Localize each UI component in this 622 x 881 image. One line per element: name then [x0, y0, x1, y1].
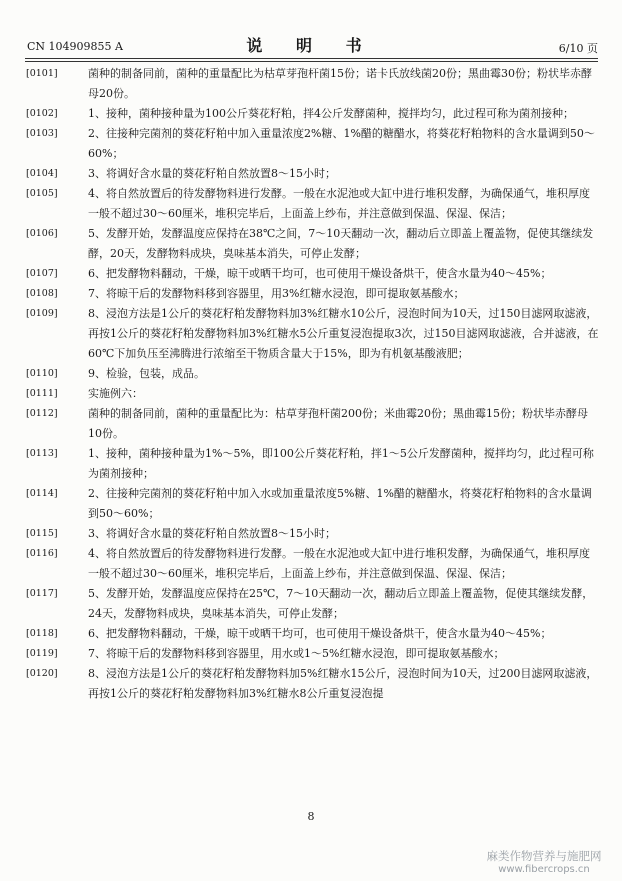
paragraph — [26, 544, 599, 584]
paragraph-text: 5、发酵开始，发酵温度应保持在25℃，7～10天翻动一次，翻动后立即盖上覆盖物，促使其继续发酵，24天，发酵物料成块，臭味基本消失，可停止发酵； — [88, 587, 594, 620]
paragraph — [26, 644, 599, 664]
paragraph — [26, 284, 599, 304]
paragraph-number: [0101] — [26, 68, 58, 79]
paragraph — [26, 64, 599, 104]
paragraph — [26, 404, 599, 444]
paragraph-number: [0112] — [26, 408, 58, 419]
paragraph — [26, 664, 599, 704]
paragraph-number: [0102] — [26, 108, 58, 119]
paragraph-number: [0114] — [26, 488, 58, 499]
header-rule-top — [25, 58, 598, 59]
paragraph — [26, 304, 599, 364]
publication-number: CN 104909855 A — [27, 40, 123, 53]
header-rule-bottom — [25, 61, 598, 62]
paragraph-text: 8、浸泡方法是1公斤的葵花籽粕发酵物料加3%红糖水10公斤，浸泡时间为10天，过150目滤网取滤液，再按1公斤的葵花籽粕发酵物料加3%红糖水5公斤重复浸泡提取3次，过150目滤网取滤液，合并滤液，在60℃下加负压至沸腾进行浓缩至干物质含量大于15%，即为有机氨基酸液肥； — [88, 307, 599, 360]
paragraph — [26, 444, 599, 484]
paragraph — [26, 584, 599, 624]
page-indicator: 6/10 页 — [558, 42, 598, 55]
paragraph-number: [0105] — [26, 188, 58, 199]
paragraph-number: [0118] — [26, 628, 58, 639]
paragraph-text: 5、发酵开始，发酵温度应保持在38℃之间，7～10天翻动一次，翻动后立即盖上覆盖物，促使其继续发酵，20天，发酵物料成块，臭味基本消失，可停止发酵； — [88, 227, 594, 260]
document-title: 说 明 书 — [246, 36, 376, 55]
paragraph-text: 8、浸泡方法是1公斤的葵花籽粕发酵物料加5%红糖水15公斤，浸泡时间为10天，过200目滤网取滤液，再按1公斤的葵花籽粕发酵物料加3%红糖水8公斤重复浸泡提 — [88, 667, 598, 700]
paragraph-text: 菌种的制备同前，菌种的重量配比为枯草芽孢杆菌15份；诺卡氏放线菌20份；黑曲霉30份；粉状毕赤酵母20份。 — [88, 67, 592, 100]
watermark-url: www.fibercrops.cn — [498, 864, 590, 875]
paragraph-number: [0108] — [26, 288, 58, 299]
paragraph — [26, 124, 599, 164]
paragraph-number: [0120] — [26, 668, 58, 679]
document-body — [26, 64, 599, 704]
paragraph — [26, 624, 599, 644]
site-watermark — [474, 849, 614, 876]
paragraph-number: [0104] — [26, 168, 58, 179]
paragraph — [26, 184, 599, 224]
paragraph — [26, 364, 599, 384]
paragraph-number: [0109] — [26, 308, 58, 319]
paragraph-text: 4、将自然放置后的待发酵物料进行发酵。一般在水泥池或大缸中进行堆积发酵，为确保通气，堆积厚度一般不超过30～60厘米，堆积完毕后，上面盖上纱布，并注意做到保温、保湿、保洁； — [88, 547, 590, 580]
paragraph-number: [0119] — [26, 648, 58, 659]
paragraph — [26, 224, 599, 264]
paragraph-text: 1、接种，菌种接种量为100公斤葵花籽粕，拌4公斤发酵菌种，搅拌均匀，此过程可称为菌剂接种； — [88, 107, 574, 120]
paragraph-text: 6、把发酵物料翻动，干燥，晾干或晒干均可，也可使用干燥设备烘干，使含水量为40～45%； — [88, 627, 552, 640]
paragraph-number: [0103] — [26, 128, 58, 139]
paragraph — [26, 164, 599, 184]
paragraph — [26, 104, 599, 124]
paragraph-text: 1、接种，菌种接种量为1%～5%，即100公斤葵花籽粕，拌1～5公斤发酵菌种，搅拌均匀，此过程可称为菌剂接种； — [88, 447, 594, 480]
watermark-site-name: 麻类作物营养与施肥网 — [486, 849, 602, 863]
paragraph-text: 2、往接种完菌剂的葵花籽粕中加入水或加重量浓度5%糖、1%醋的糖醋水，将葵花籽粕物料的含水量调到50～60%； — [88, 487, 592, 520]
page-number: 8 — [307, 810, 315, 823]
paragraph-number: [0107] — [26, 268, 58, 279]
paragraph-text: 菌种的制备同前，菌种的重量配比为：枯草芽孢杆菌200份；米曲霉20份；黑曲霉15份；粉状毕赤酵母10份。 — [88, 407, 588, 440]
paragraph-text: 实施例六： — [88, 387, 143, 400]
paragraph-number: [0110] — [26, 368, 58, 379]
paragraph-number: [0116] — [26, 548, 58, 559]
paragraph-text: 2、往接种完菌剂的葵花籽粕中加入重量浓度2%糖、1%醋的糖醋水，将葵花籽粕物料的含水量调到50～60%； — [88, 127, 595, 160]
paragraph-text: 9、检验，包装，成品。 — [88, 367, 205, 380]
paragraph-text: 7、将晾干后的发酵物料移到容器里，用3%红糖水浸泡，即可提取氨基酸水； — [88, 287, 465, 300]
paragraph-number: [0106] — [26, 228, 58, 239]
paragraph-text: 4、将自然放置后的待发酵物料进行发酵。一般在水泥池或大缸中进行堆积发酵，为确保通气，堆积厚度一般不超过30～60厘米，堆积完毕后，上面盖上纱布，并注意做到保温、保湿、保洁； — [88, 187, 590, 220]
paragraph — [26, 384, 599, 404]
paragraph-text: 7、将晾干后的发酵物料移到容器里，用水或1～5%红糖水浸泡，即可提取氨基酸水； — [88, 647, 505, 660]
paragraph-number: [0113] — [26, 448, 58, 459]
paragraph-text: 3、将调好含水量的葵花籽粕自然放置8～15小时； — [88, 527, 336, 540]
paragraph — [26, 484, 599, 524]
paragraph-text: 6、把发酵物料翻动，干燥，晾干或晒干均可，也可使用干燥设备烘干，使含水量为40～45%； — [88, 267, 552, 280]
paragraph-number: [0117] — [26, 588, 58, 599]
paragraph-number: [0111] — [26, 388, 58, 399]
paragraph — [26, 524, 599, 544]
paragraph — [26, 264, 599, 284]
document-header — [0, 0, 622, 62]
paragraph-number: [0115] — [26, 528, 58, 539]
paragraph-text: 3、将调好含水量的葵花籽粕自然放置8～15小时； — [88, 167, 336, 180]
